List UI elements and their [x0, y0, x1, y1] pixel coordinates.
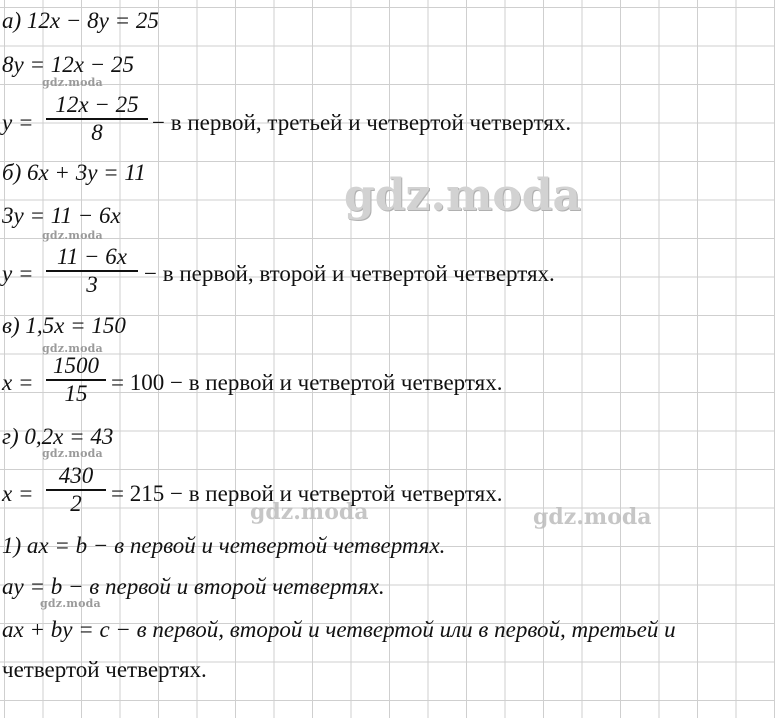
fraction-a-denominator: 8	[91, 119, 103, 145]
watermark-large: gdz.moda	[344, 170, 582, 221]
fraction-v	[46, 353, 106, 407]
fraction-v-denominator: 15	[64, 380, 88, 406]
fraction-b-numerator: 11 − 6x	[56, 244, 128, 269]
equation-a-lhs: y =	[2, 110, 34, 135]
general-case-1: 1) ax = b − в первой и четвертой четвертях.	[2, 533, 446, 558]
watermark-small: gdz.moda	[42, 342, 103, 355]
answer-a: − в первой, третьей и четвертой четвертях.	[152, 110, 572, 135]
watermark-small: gdz.moda	[42, 447, 103, 460]
fraction-g-denominator: 2	[70, 490, 82, 516]
equation-v-lhs: x =	[2, 370, 34, 395]
watermark-small: gdz.moda	[42, 76, 103, 89]
fraction-g-numerator: 430	[58, 463, 94, 488]
equation-a-line-1: а) 12x − 8y = 25	[2, 8, 159, 33]
general-case-3-continued: четвертой четвертях.	[2, 657, 207, 682]
equation-b-lhs: y =	[2, 261, 34, 286]
equation-g-lhs: x =	[2, 481, 34, 506]
equation-b-line-2: 3y = 11 − 6x	[2, 203, 121, 228]
watermark-medium: gdz.moda	[533, 504, 652, 530]
fraction-v-numerator: 1500	[53, 353, 99, 378]
answer-v: = 100 − в первой и четвертой четвертях.	[111, 370, 503, 395]
equation-a-line-2: 8y = 12x − 25	[2, 52, 134, 77]
fraction-g	[46, 463, 106, 517]
fraction-b-denominator: 3	[86, 271, 98, 297]
general-case-2: ay = b − в первой и второй четвертях.	[2, 574, 385, 599]
watermark-medium: gdz.moda	[250, 499, 369, 525]
equation-v-line-1: в) 1,5x = 150	[2, 313, 126, 338]
fraction-b	[46, 244, 138, 298]
answer-g: = 215 − в первой и четвертой четвертях.	[111, 481, 503, 506]
answer-b: − в первой, второй и четвертой четвертях.	[144, 261, 555, 286]
watermark-small: gdz.moda	[42, 229, 103, 242]
equation-g-line-1: г) 0,2x = 43	[2, 424, 114, 449]
general-case-3: ax + by = c − в первой, второй и четвертой или в первой, третьей и	[2, 617, 676, 642]
fraction-a-numerator: 12x − 25	[55, 92, 139, 117]
fraction-a	[46, 92, 148, 146]
watermark-small: gdz.moda	[40, 597, 101, 610]
equation-b-line-1: б) 6x + 3y = 11	[2, 160, 146, 185]
